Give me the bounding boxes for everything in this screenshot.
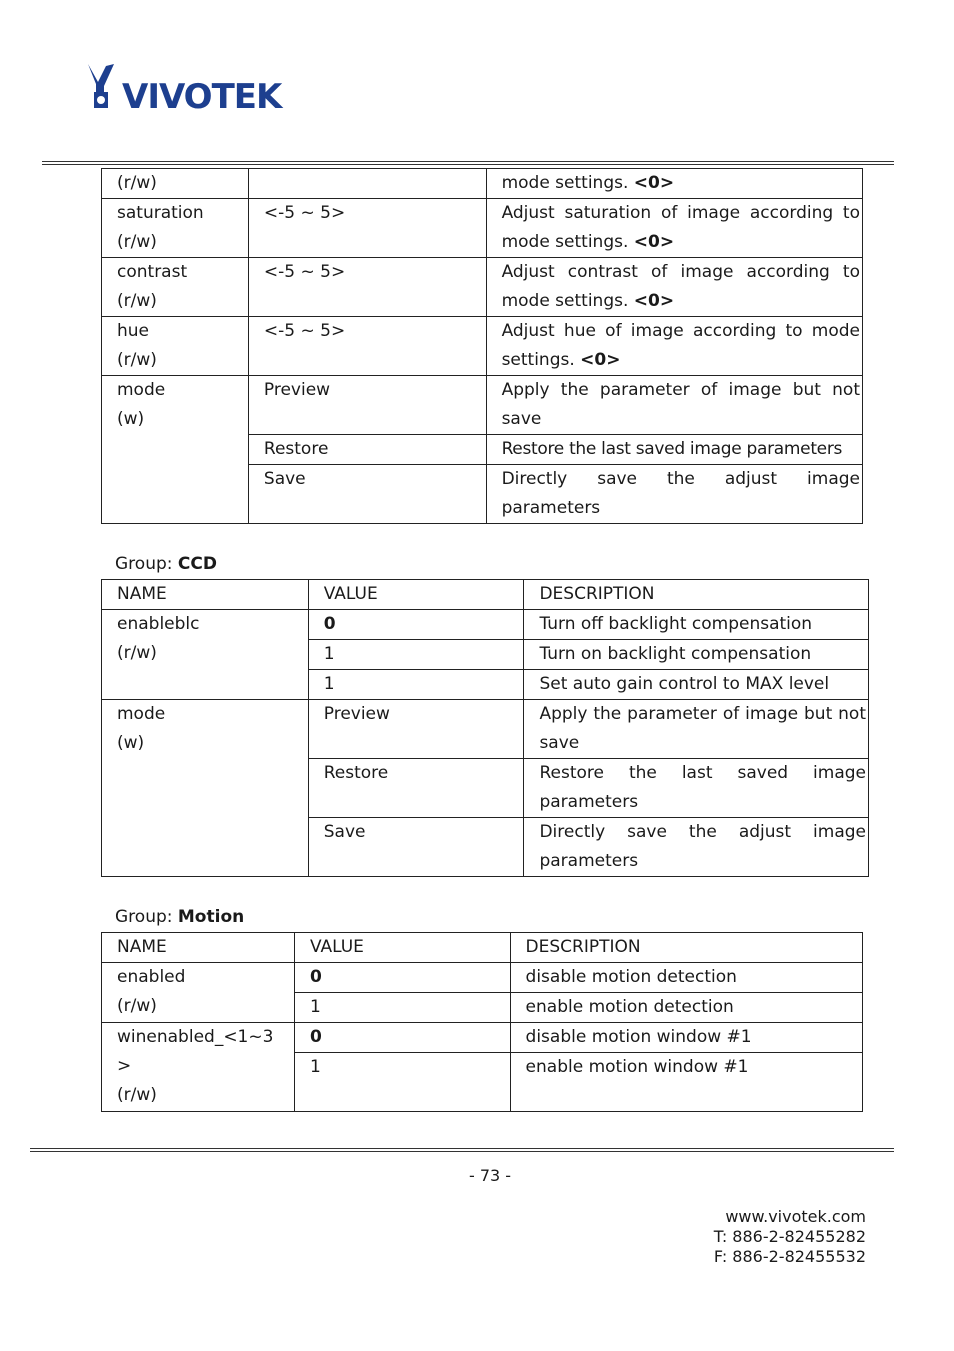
param-description: Apply the parameter of image but not save bbox=[524, 700, 869, 759]
param-description: Apply the parameter of image but not save bbox=[486, 376, 862, 435]
param-value: 0 bbox=[308, 610, 524, 640]
param-description: Restore the last saved image parameters bbox=[486, 435, 862, 465]
fax-number: F: 886-2-82455532 bbox=[713, 1247, 866, 1266]
param-description: disable motion detection bbox=[510, 963, 862, 993]
param-value: <-5 ~ 5> bbox=[248, 317, 486, 376]
param-description: enable motion detection bbox=[510, 993, 862, 1023]
page-number: - 73 - bbox=[468, 1166, 512, 1185]
param-value: Restore bbox=[308, 759, 524, 818]
param-name: contrast (r/w) bbox=[102, 258, 249, 317]
table-row bbox=[102, 700, 869, 759]
param-value: 1 bbox=[308, 640, 524, 670]
param-value: Save bbox=[308, 818, 524, 877]
param-value: 1 bbox=[294, 993, 510, 1023]
table-row bbox=[102, 317, 863, 376]
footer-rule bbox=[30, 1148, 894, 1152]
param-name: enableblc (r/w) bbox=[102, 610, 309, 700]
param-description: Directly save the adjust image parameters bbox=[486, 465, 862, 524]
param-value: 0 bbox=[294, 963, 510, 993]
param-value: Restore bbox=[248, 435, 486, 465]
header-rule bbox=[42, 161, 894, 165]
param-value: Preview bbox=[248, 376, 486, 435]
table-header-row bbox=[102, 580, 869, 610]
header-value: VALUE bbox=[308, 580, 524, 610]
param-name: mode (w) bbox=[102, 376, 249, 524]
param-name: enabled (r/w) bbox=[102, 963, 295, 1023]
param-value: <-5 ~ 5> bbox=[248, 199, 486, 258]
vivotek-logo-graphic bbox=[86, 62, 296, 114]
param-name: winenabled_<1~3 > (r/w) bbox=[102, 1023, 295, 1112]
param-description: Adjust contrast of image according to mode settings. <0> bbox=[486, 258, 862, 317]
website-link[interactable]: www.vivotek.com bbox=[725, 1207, 866, 1226]
image-parameters-table bbox=[101, 168, 863, 524]
param-description: Set auto gain control to MAX level bbox=[524, 670, 869, 700]
param-value: Preview bbox=[308, 700, 524, 759]
header-name: NAME bbox=[102, 580, 309, 610]
ccd-table bbox=[101, 579, 869, 877]
table-row bbox=[102, 258, 863, 317]
header-description: DESCRIPTION bbox=[510, 933, 862, 963]
motion-table bbox=[101, 932, 863, 1112]
param-value: Save bbox=[248, 465, 486, 524]
phone-number: T: 886-2-82455282 bbox=[713, 1227, 866, 1246]
param-description: disable motion window #1 bbox=[510, 1023, 862, 1053]
group-ccd-heading: Group: CCD bbox=[115, 554, 217, 574]
param-name: mode (w) bbox=[102, 700, 309, 877]
param-description: enable motion window #1 bbox=[510, 1053, 862, 1112]
header-value: VALUE bbox=[294, 933, 510, 963]
param-value bbox=[248, 169, 486, 199]
header-name: NAME bbox=[102, 933, 295, 963]
param-description: Adjust saturation of image according to mode settings. <0> bbox=[486, 199, 862, 258]
param-value: 0 bbox=[294, 1023, 510, 1053]
table-row bbox=[102, 199, 863, 258]
param-description: Restore the last saved image parameters bbox=[524, 759, 869, 818]
param-description: Adjust hue of image according to mode settings. <0> bbox=[486, 317, 862, 376]
table-row bbox=[102, 376, 863, 435]
header-description: DESCRIPTION bbox=[524, 580, 869, 610]
table-row bbox=[102, 610, 869, 640]
table-row bbox=[102, 1023, 863, 1053]
vivotek-logo bbox=[86, 62, 296, 114]
param-name: (r/w) bbox=[102, 169, 249, 199]
param-name: saturation (r/w) bbox=[102, 199, 249, 258]
table-row bbox=[102, 963, 863, 993]
param-value: <-5 ~ 5> bbox=[248, 258, 486, 317]
param-description: Directly save the adjust image parameters bbox=[524, 818, 869, 877]
group-motion-heading: Group: Motion bbox=[115, 907, 245, 927]
param-description: Turn on backlight compensation bbox=[524, 640, 869, 670]
table-header-row bbox=[102, 933, 863, 963]
table-row bbox=[102, 169, 863, 199]
contact-info bbox=[714, 1207, 866, 1267]
param-description: mode settings. <0> bbox=[486, 169, 862, 199]
param-description: Turn off backlight compensation bbox=[524, 610, 869, 640]
logo-wordmark: VIVOTEK bbox=[122, 77, 282, 114]
param-name: hue (r/w) bbox=[102, 317, 249, 376]
param-value: 1 bbox=[308, 670, 524, 700]
param-value: 1 bbox=[294, 1053, 510, 1112]
